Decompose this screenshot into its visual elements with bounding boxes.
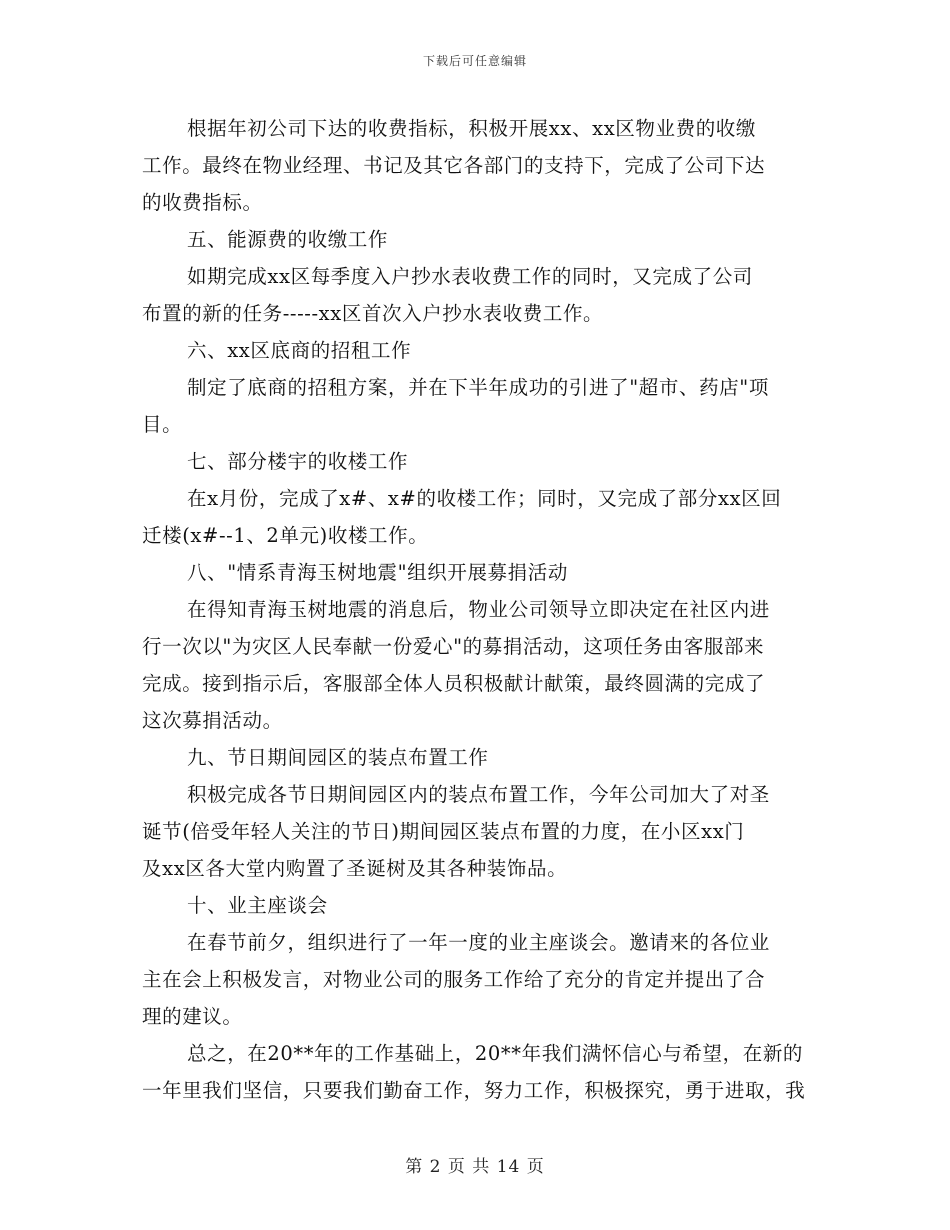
text-line: 这次募捐活动。 <box>142 709 283 732</box>
section-heading: 十、业主座谈会 <box>187 894 328 917</box>
text-line: 制定了底商的招租方案，并在下半年成功的引进了"超市、药店"项 <box>187 376 769 399</box>
page-footer: 第 2 页 共 14 页 <box>405 1157 545 1177</box>
section-heading: 七、部分楼宇的收楼工作 <box>187 450 409 473</box>
text-line: 一年里我们坚信，只要我们勤奋工作，努力工作，积极探究，勇于进取，我 <box>142 1079 806 1102</box>
text-line: 在得知青海玉树地震的消息后，物业公司领导立即决定在社区内进 <box>187 598 770 621</box>
text-line: 在春节前夕，组织进行了一年一度的业主座谈会。邀请来的各位业 <box>187 931 770 954</box>
text-line: 理的建议。 <box>142 1005 243 1028</box>
text-line: 如期完成xx区每季度入户抄水表收费工作的同时，又完成了公司 <box>187 265 753 288</box>
section-heading: 八、"情系青海玉树地震"组织开展募捐活动 <box>187 561 568 584</box>
text-line: 目。 <box>142 413 183 436</box>
text-line: 的收费指标。 <box>142 191 263 214</box>
text-line: 迁楼(x#--1、2单元)收楼工作。 <box>142 524 429 547</box>
text-line: 行一次以"为灾区人民奉献一份爱心"的募捐活动，这项任务由客服部来 <box>142 635 765 658</box>
text-line: 总之，在20**年的工作基础上，20**年我们满怀信心与希望，在新的 <box>187 1042 804 1065</box>
text-line: 主在会上积极发言，对物业公司的服务工作给了充分的肯定并提出了合 <box>142 968 766 991</box>
section-heading: 五、能源费的收缴工作 <box>187 228 389 251</box>
text-line: 诞节(倍受年轻人关注的节日)期间园区装点布置的力度，在小区xx门 <box>142 820 745 843</box>
text-line: 完成。接到指示后，客服部全体人员积极献计献策，最终圆满的完成了 <box>142 672 766 695</box>
text-line: 工作。最终在物业经理、书记及其它各部门的支持下，完成了公司下达 <box>142 154 766 177</box>
section-heading: 六、xx区底商的招租工作 <box>187 339 412 362</box>
page-header: 下载后可任意编辑 <box>422 54 527 68</box>
text-line: 根据年初公司下达的收费指标，积极开展xx、xx区物业费的收缴 <box>187 117 756 140</box>
text-line: 及xx区各大堂内购置了圣诞树及其各种装饰品。 <box>142 857 568 880</box>
section-heading: 九、节日期间园区的装点布置工作 <box>187 746 489 769</box>
text-line: 布置的新的任务-----xx区首次入户抄水表收费工作。 <box>142 302 604 325</box>
document-body <box>142 110 808 1109</box>
text-line: 积极完成各节日期间园区内的装点布置工作，今年公司加大了对圣 <box>187 783 770 806</box>
text-line: 在x月份，完成了x#、x#的收楼工作；同时，又完成了部分xx区回 <box>187 487 782 510</box>
